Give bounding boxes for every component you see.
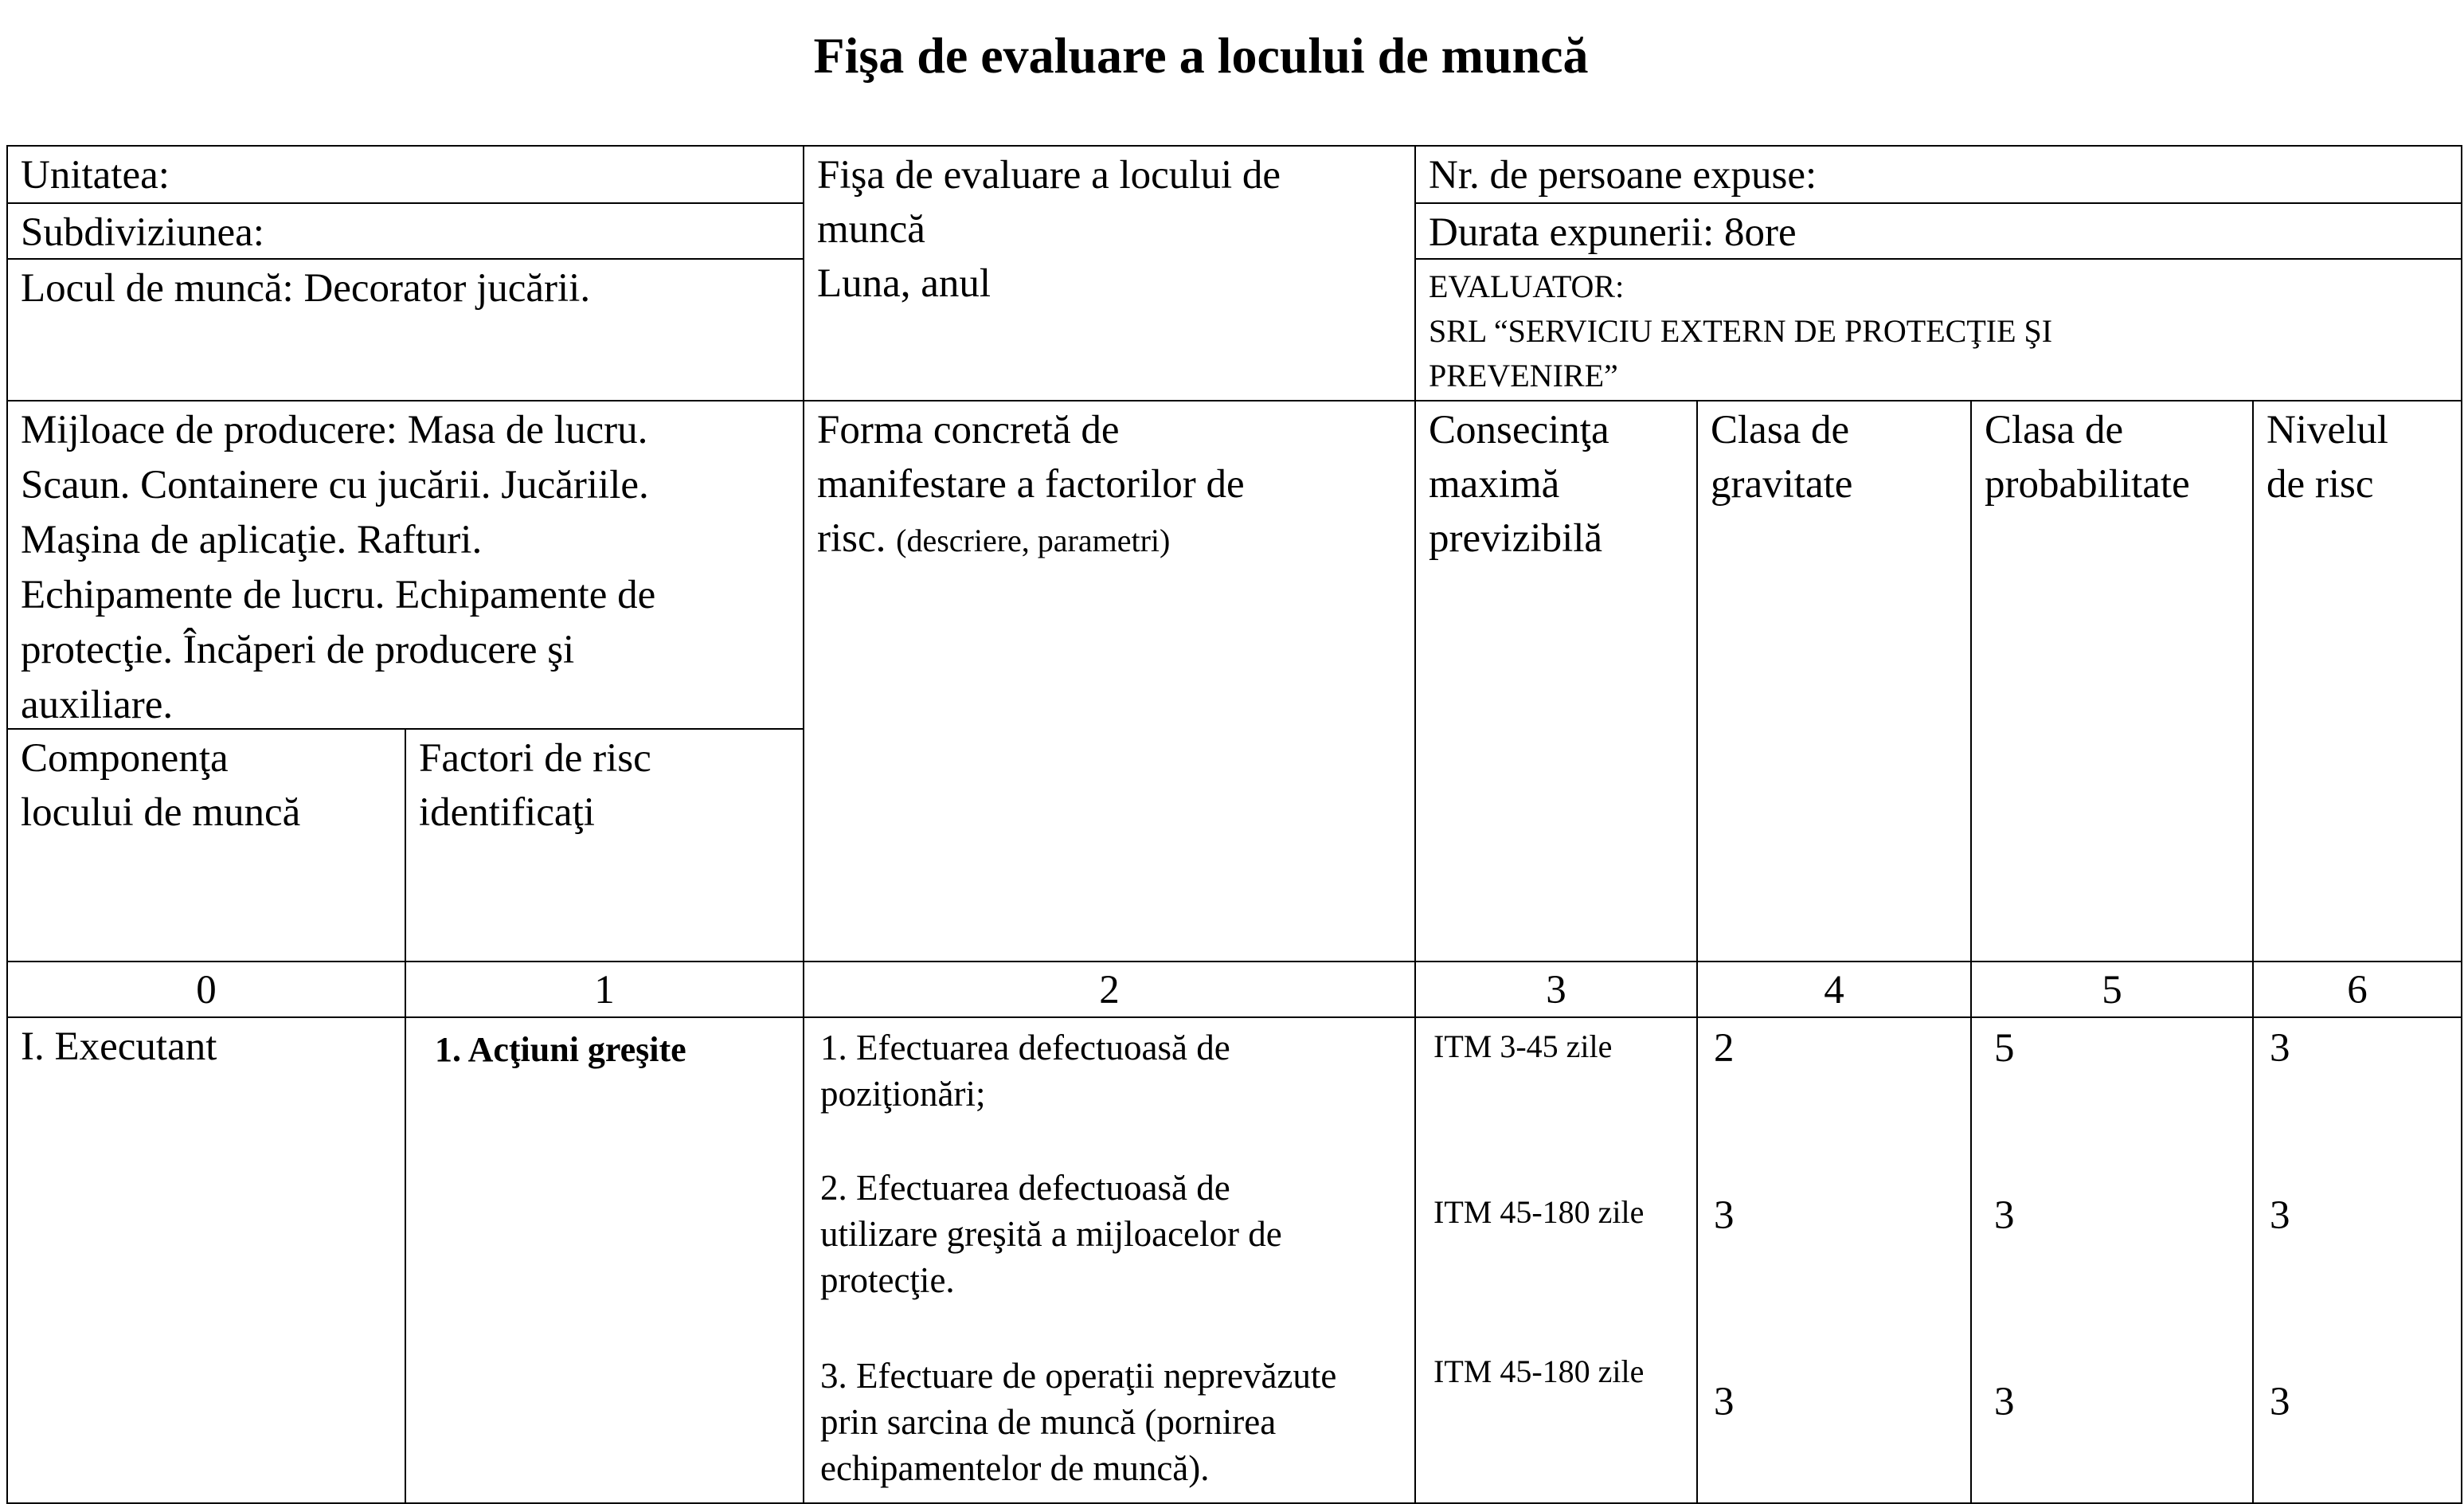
evaluator-line: PREVENIRE” [1429, 358, 1618, 394]
description-line: 3. Efectuare de operaţii neprevăzute [820, 1356, 1337, 1396]
consequence-cell [1414, 1016, 1696, 1504]
nivel-risc-line: Nivelul [2266, 408, 2388, 452]
factori-line: Factori de risc [419, 736, 651, 781]
gravity-value: 3 [1714, 1193, 1735, 1238]
factori-header [405, 728, 803, 961]
document-title: Fişa de evaluare a locului de muncă [813, 27, 1589, 84]
column-number: 0 [6, 961, 405, 1016]
nr-persoane-label: Nr. de persoane expuse: [1429, 153, 1817, 198]
forma-header [803, 400, 1414, 961]
clasa-probabilitate-line: probabilitate [1985, 462, 2190, 507]
description-line: 2. Efectuarea defectuoasă de [820, 1168, 1230, 1208]
mijloace-line: Scaun. Containere cu jucării. Jucăriile. [21, 463, 649, 507]
risk-level-value: 3 [2270, 1380, 2290, 1424]
column-number: 3 [1414, 961, 1696, 1016]
componenta-header [6, 728, 405, 961]
factori-line: identificaţi [419, 790, 595, 835]
description-line: protecţie. [820, 1260, 955, 1300]
description-line: prin sarcina de muncă (pornirea [820, 1402, 1277, 1442]
forma-line: manifestare a factorilor de [817, 462, 1245, 507]
clasa-gravitate-line: gravitate [1711, 462, 1853, 507]
gravity-value: 3 [1714, 1380, 1735, 1424]
column-number: 1 [405, 961, 803, 1016]
description-line: poziţionări; [820, 1074, 986, 1114]
evaluator-line: SRL “SERVICIU EXTERN DE PROTECŢIE ŞI [1429, 313, 2053, 349]
clasa-gravitate-header [1696, 400, 1970, 961]
fisa-title-line: Fişa de evaluare a locului de [817, 153, 1281, 198]
durata-cell [1414, 202, 2462, 258]
mijloace-line: protecţie. Încăperi de producere şi [21, 628, 575, 672]
description-item [820, 1024, 1230, 1117]
factor-cell [405, 1016, 803, 1504]
mijloace-line: Echipamente de lucru. Echipamente de [21, 573, 656, 617]
description-line: echipamentelor de muncă). [820, 1448, 1210, 1488]
component-cell [6, 1016, 405, 1504]
unitatea-cell [6, 145, 803, 202]
forma-line: risc. [817, 516, 886, 561]
evaluator-label: EVALUATOR: [1429, 268, 1625, 304]
column-number: 2 [803, 961, 1414, 1016]
mijloace-line: Maşina de aplicaţie. Rafturi. [21, 518, 483, 562]
description-item [820, 1165, 1282, 1303]
nivel-risc-line: de risc [2266, 462, 2374, 507]
risk-level-value: 3 [2270, 1193, 2290, 1238]
component-label: I. Executant [21, 1024, 217, 1069]
clasa-probabilitate-header [1970, 400, 2252, 961]
clasa-gravitate-line: Clasa de [1711, 408, 1850, 452]
nr-persoane-cell [1414, 145, 2462, 202]
column-number: 6 [2252, 961, 2462, 1016]
luna-anul-label: Luna, anul [817, 261, 991, 306]
probability-value: 3 [1994, 1193, 2015, 1238]
mijloace-line: auxiliare. [21, 683, 174, 727]
componenta-line: locului de muncă [21, 790, 301, 835]
subdiviziunea-cell [6, 202, 803, 258]
clasa-probabilitate-line: Clasa de [1985, 408, 2124, 452]
column-number: 5 [1970, 961, 2252, 1016]
consequence-value: ITM 45-180 zile [1433, 1194, 1645, 1230]
probability-value: 5 [1994, 1026, 2015, 1071]
gravity-cell [1696, 1016, 1970, 1504]
risk-level-value: 3 [2270, 1026, 2290, 1071]
consecinta-line: maximă [1429, 462, 1560, 507]
factor-label: 1. Acţiuni greşite [435, 1030, 686, 1069]
fisa-info-cell [803, 145, 1414, 400]
consecinta-line: Consecinţa [1429, 408, 1609, 452]
fisa-title-line: muncă [817, 207, 925, 252]
locul-de-munca-cell [6, 258, 803, 400]
probability-value: 3 [1994, 1380, 2015, 1424]
column-number: 4 [1696, 961, 1970, 1016]
forma-line: Forma concretă de [817, 408, 1120, 452]
risk-level-cell [2252, 1016, 2462, 1504]
evaluation-table [6, 145, 2462, 1504]
consequence-value: ITM 45-180 zile [1433, 1353, 1645, 1389]
locul-de-munca-label: Locul de muncă: Decorator jucării. [21, 266, 591, 311]
componenta-line: Componenţa [21, 736, 229, 781]
mijloace-cell [6, 400, 803, 728]
probability-cell [1970, 1016, 2252, 1504]
durata-label: Durata expunerii: 8ore [1429, 210, 1797, 255]
nivel-risc-header [2252, 400, 2462, 961]
gravity-value: 2 [1714, 1026, 1735, 1071]
description-line: utilizare greşită a mijloacelor de [820, 1214, 1282, 1254]
description-line: 1. Efectuarea defectuoasă de [820, 1028, 1230, 1067]
subdiviziunea-label: Subdiviziunea: [21, 210, 264, 255]
description-cell [803, 1016, 1414, 1504]
unitatea-label: Unitatea: [21, 153, 170, 198]
consecinta-header [1414, 400, 1696, 961]
consequence-value: ITM 3-45 zile [1433, 1028, 1613, 1064]
forma-note: (descriere, parametri) [896, 523, 1171, 558]
evaluator-cell [1414, 258, 2462, 400]
consecinta-line: previzibilă [1429, 516, 1603, 561]
description-item [820, 1353, 1336, 1491]
mijloace-line: Mijloace de producere: Masa de lucru. [21, 408, 648, 452]
